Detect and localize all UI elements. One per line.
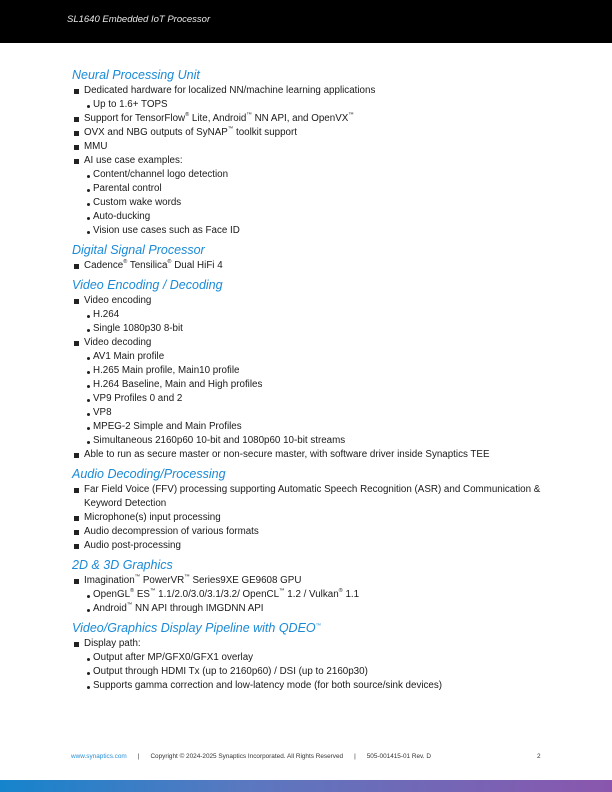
section	[72, 465, 552, 553]
sub-bullet-item: Output after MP/GFX0/GFX1 overlay	[72, 651, 552, 665]
bullet-item: Video encoding	[72, 294, 552, 308]
bullet-item: Audio post-processing	[72, 539, 552, 553]
footer-doc-number: 505-001415-01 Rev. D	[366, 753, 431, 760]
sub-bullet-item: MPEG-2 Simple and Main Profiles	[72, 420, 552, 434]
footer-separator: |	[137, 753, 140, 760]
section-heading: Neural Processing Unit	[72, 68, 200, 82]
bullet-item: Imagination™ PowerVR™ Series9XE GE9608 GPU	[72, 574, 552, 588]
bullet-item: AI use case examples:	[72, 154, 552, 168]
sub-bullet-item: H.264	[72, 308, 552, 322]
bullet-item: Microphone(s) input processing	[72, 511, 552, 525]
footer	[71, 753, 431, 760]
bullet-item: Far Field Voice (FFV) processing supporting Automatic Speech Recognition (ASR) and Communication & Keyword Detection	[72, 483, 552, 511]
sub-bullet-item: VP9 Profiles 0 and 2	[72, 392, 552, 406]
bullet-item: Support for TensorFlow® Lite, Android™ NN API, and OpenVX™	[72, 112, 552, 126]
bullet-item: Video decoding	[72, 336, 552, 350]
sub-bullet-item: Parental control	[72, 182, 552, 196]
header-title: SL1640 Embedded IoT Processor	[67, 14, 211, 25]
section	[72, 619, 552, 693]
sub-bullet-item: Supports gamma correction and low-latency mode (for both source/sink devices)	[72, 679, 552, 693]
section-heading: Audio Decoding/Processing	[72, 467, 226, 481]
section	[72, 241, 552, 273]
section	[72, 276, 552, 462]
document-body	[72, 66, 552, 696]
page-header	[0, 0, 612, 43]
section-heading: 2D & 3D Graphics	[72, 558, 173, 572]
sub-bullet-item: Content/channel logo detection	[72, 168, 552, 182]
footer-copyright: Copyright © 2024-2025 Synaptics Incorporated. All Rights Reserved	[150, 753, 344, 760]
bullet-item: Cadence® Tensilica® Dual HiFi 4	[72, 259, 552, 273]
sub-bullet-item: Auto-ducking	[72, 210, 552, 224]
sub-bullet-item: Output through HDMI Tx (up to 2160p60) / DSI (up to 2160p30)	[72, 665, 552, 679]
bullet-item: Dedicated hardware for localized NN/machine learning applications	[72, 84, 552, 98]
bullet-item: Display path:	[72, 637, 552, 651]
bullet-item: OVX and NBG outputs of SyNAP™ toolkit support	[72, 126, 552, 140]
footer-url-link[interactable]: www.synaptics.com	[71, 753, 127, 760]
sub-bullet-item: Single 1080p30 8-bit	[72, 322, 552, 336]
bullet-item: MMU	[72, 140, 552, 154]
sub-bullet-item: VP8	[72, 406, 552, 420]
sub-bullet-item: Vision use cases such as Face ID	[72, 224, 552, 238]
section	[72, 66, 552, 238]
sub-bullet-item: Simultaneous 2160p60 10-bit and 1080p60 10-bit streams	[72, 434, 552, 448]
page-number: 2	[537, 753, 541, 760]
footer-gradient-bar	[0, 780, 612, 792]
section-heading: Video Encoding / Decoding	[72, 278, 223, 292]
section	[72, 556, 552, 616]
sub-bullet-item: OpenGL® ES™ 1.1/2.0/3.0/3.1/3.2/ OpenCL™ 1.2 / Vulkan® 1.1	[72, 588, 552, 602]
sub-bullet-item: Android™ NN API through IMGDNN API	[72, 602, 552, 616]
bullet-item: Audio decompression of various formats	[72, 525, 552, 539]
bullet-item: Able to run as secure master or non-secure master, with software driver inside Synaptics TEE	[72, 448, 552, 462]
sub-bullet-item: AV1 Main profile	[72, 350, 552, 364]
section-heading: Video/Graphics Display Pipeline with QDEO™	[72, 621, 322, 635]
sub-bullet-item: H.265 Main profile, Main10 profile	[72, 364, 552, 378]
sub-bullet-item: Custom wake words	[72, 196, 552, 210]
sub-bullet-item: H.264 Baseline, Main and High profiles	[72, 378, 552, 392]
sub-bullet-item: Up to 1.6+ TOPS	[72, 98, 552, 112]
section-heading: Digital Signal Processor	[72, 243, 205, 257]
footer-separator: |	[354, 753, 356, 760]
